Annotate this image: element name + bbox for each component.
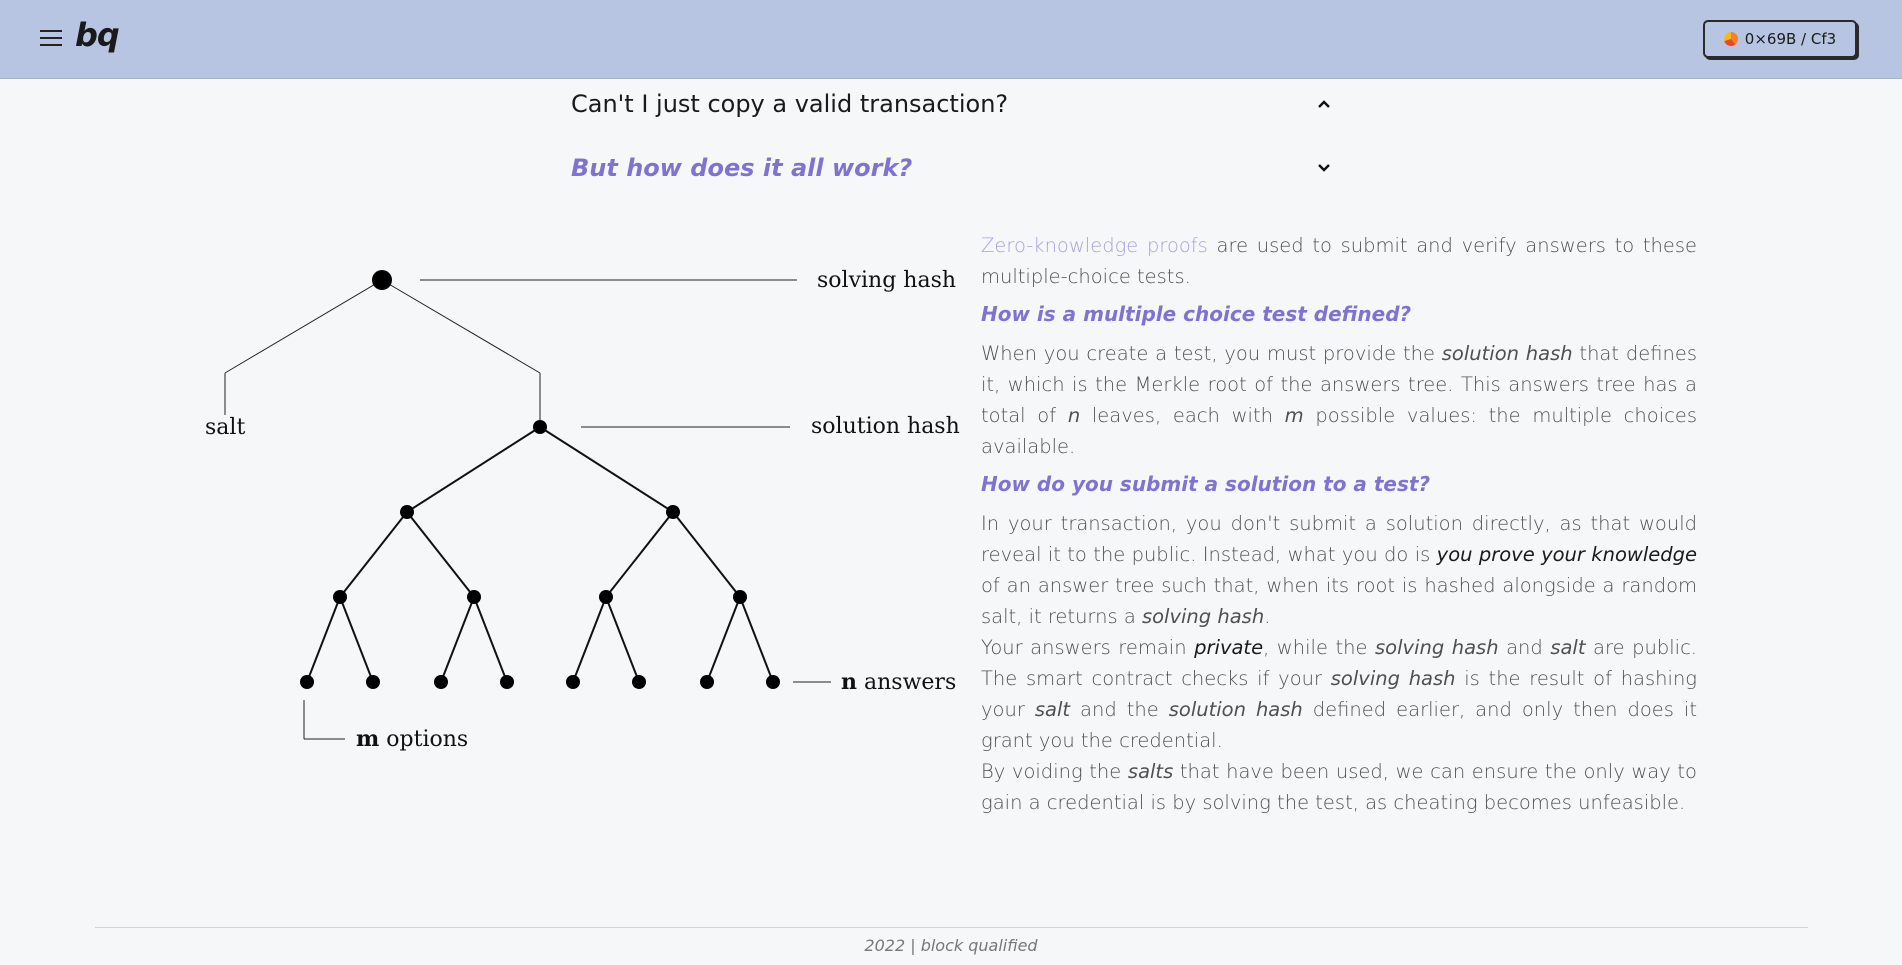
explanation-text [981, 230, 1697, 818]
heading-submit-solution: How do you submit a solution to a test? [981, 472, 1431, 496]
paragraph-private-answers: Your answers remain private, while the solving hash and salt are public. The smart contract checks if your solving hash is the result of hashing your salt and the solution hash defined earlier, and only then does it grant you the credential. [981, 636, 1698, 752]
leaf-node [700, 675, 714, 689]
m-options-label: m options [356, 726, 469, 752]
leaf-node [566, 675, 580, 689]
leaf-node [366, 675, 380, 689]
footer-divider [95, 927, 1808, 928]
top-bar [0, 0, 1902, 79]
tree-node [467, 590, 481, 604]
leaf-node [434, 675, 448, 689]
leaf-node [300, 675, 314, 689]
tree-node [400, 505, 414, 519]
hamburger-menu-icon[interactable] [40, 30, 62, 48]
heading-test-defined: How is a multiple choice test defined? [981, 302, 1412, 326]
zk-proofs-link[interactable]: Zero-knowledge proofs [981, 234, 1208, 257]
metamask-icon [1724, 32, 1738, 46]
intro-paragraph: Zero-knowledge proofs are used to submit and verify answers to these multiple-choice tests. [981, 234, 1697, 288]
faq-item-how-it-works[interactable] [571, 154, 1331, 182]
leaf-node [632, 675, 646, 689]
paragraph-voiding-salts: By voiding the salts that have been used, we can ensure the only way to gain a credential is by solving the test, as cheating becomes unfeasible. [981, 760, 1697, 814]
solution-hash-label: solution hash [811, 414, 960, 439]
chevron-up-icon[interactable] [1317, 97, 1331, 111]
merkle-tree-diagram [185, 230, 975, 760]
faq-item-copy-transaction[interactable] [571, 90, 1331, 118]
wallet-address: 0×69B / Cf3 [1744, 30, 1837, 48]
faq-question: Can't I just copy a valid transaction? [571, 90, 1009, 118]
solving-hash-node [372, 270, 392, 290]
wallet-button[interactable] [1703, 20, 1857, 58]
solution-hash-node [533, 420, 547, 434]
solving-hash-label: solving hash [817, 268, 957, 293]
leaf-node [766, 675, 780, 689]
salt-label: salt [205, 415, 246, 440]
chevron-down-icon[interactable] [1317, 161, 1331, 175]
n-answers-label: n answers [841, 669, 957, 695]
faq-question: But how does it all work? [571, 154, 913, 182]
brand-logo[interactable]: bq [75, 16, 119, 54]
tree-node [666, 505, 680, 519]
footer-text: 2022 | block qualified [864, 936, 1038, 955]
paragraph-test-defined: When you create a test, you must provide the solution hash that defines it, which is the Merkle root of the answers tree. This answers tree has a total of n leaves, each with m possible values: the multiple choices available. [981, 342, 1698, 458]
paragraph-submit-solution: In your transaction, you don't submit a solution directly, as that would reveal it to the public. Instead, what you do is you prove your knowledge of an answer tree such that, when its root is hashed alongside a random salt, it returns a solving hash. [981, 512, 1697, 628]
leaf-node [500, 675, 514, 689]
tree-node [599, 590, 613, 604]
tree-node [333, 590, 347, 604]
tree-node [733, 590, 747, 604]
